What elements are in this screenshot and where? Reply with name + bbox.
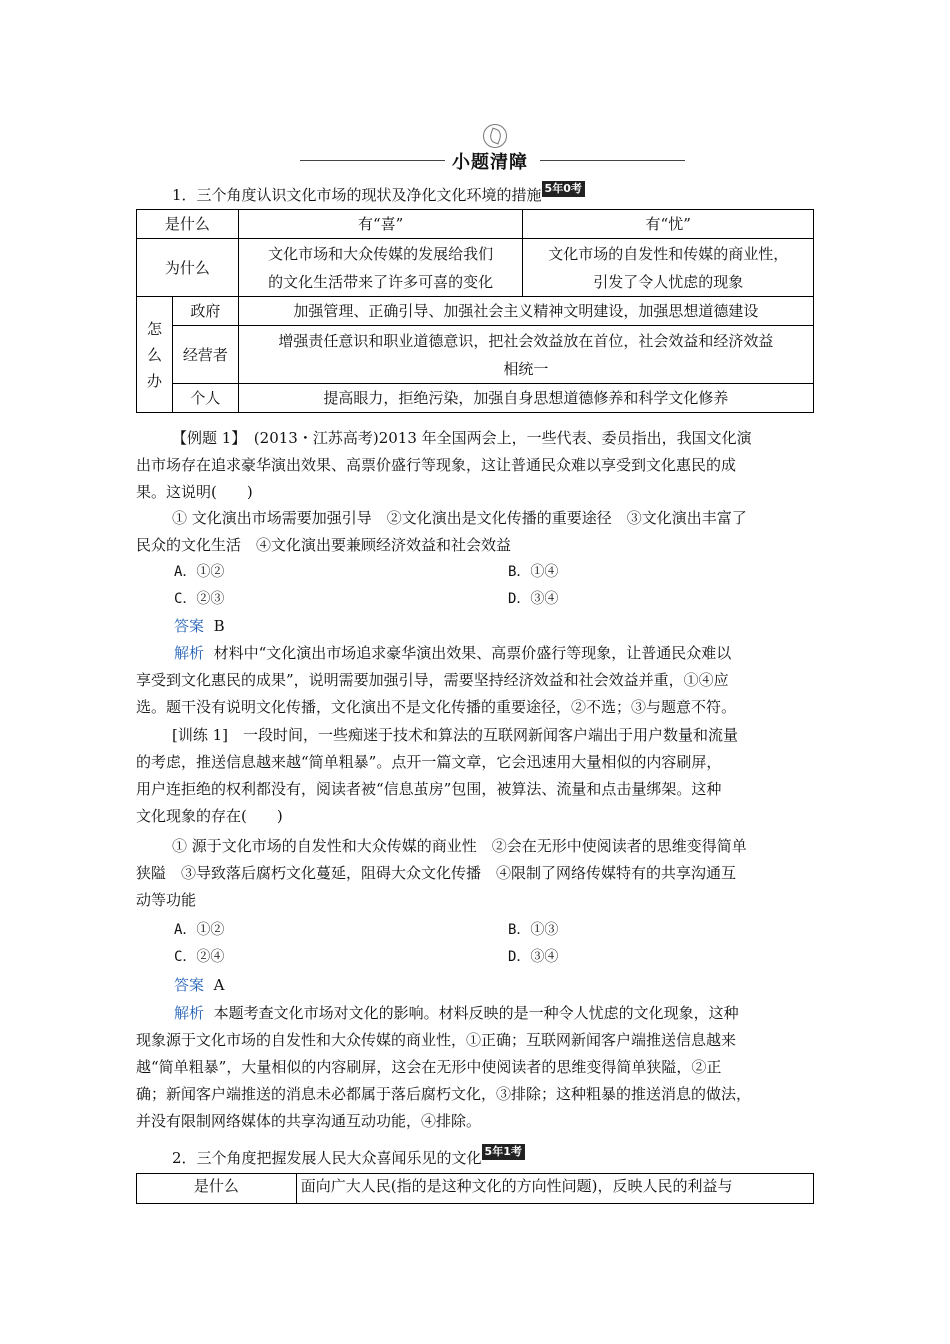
- cell-worry: 有“忧”: [523, 210, 814, 239]
- training1-option-a: A．①②: [174, 922, 225, 938]
- market-table: [136, 209, 814, 413]
- training1-line-3: 用户连拒绝的权利都没有，阅读者被“信息茧房”包围，被算法、流量和点击量绑架。这种: [136, 780, 722, 798]
- header-rule-left: [300, 160, 445, 161]
- leaf-icon: [483, 124, 507, 148]
- example1-option-c: C．②③: [174, 591, 225, 607]
- example1-line-1: 【例题 1】 (2013・江苏高考)2013 年全国两会上，一些代表、委员指出，我国文化演: [172, 429, 752, 447]
- example1-option-a: A．①②: [174, 564, 225, 580]
- cell-individual: 个人: [172, 384, 238, 413]
- item2-cell-what-text: 面向广大人民(指的是这种文化的方向性问题)，反映人民的利益与: [296, 1174, 813, 1204]
- cell-why: 为什么: [137, 239, 239, 297]
- culture-table: [136, 1173, 814, 1204]
- training1-answer-value: A: [213, 976, 225, 994]
- item1-heading-text: 1．三个角度认识文化市场的现状及净化文化环境的措施: [172, 186, 542, 204]
- training1-answer: [174, 975, 224, 995]
- example1-line-5: 民众的文化生活 ④文化演出要兼顾经济效益和社会效益: [136, 536, 512, 554]
- training1-line-1: [训练 1] 一段时间，一些痴迷于技术和算法的互联网新闻客户端出于用户数量和流量: [172, 726, 739, 744]
- how-char-3: 办: [146, 371, 162, 390]
- why-worry-line2: 引发了令人忧虑的现象: [593, 272, 744, 291]
- example1-line-2: 出市场存在追求豪华演出效果、高票价盛行等现象，这让普通民众难以享受到文化惠民的成: [136, 456, 737, 474]
- why-worry-line1: 文化市场的自发性和传媒的商业性，: [548, 244, 789, 263]
- section-title: 小题清障: [452, 152, 528, 173]
- example1-analysis-2: 享受到文化惠民的成果”，说明需要加强引导，需要坚持经济效益和社会效益并重，①④应: [136, 671, 729, 689]
- training1-analysis-5: 并没有限制网络媒体的共享沟通互动功能，④排除。: [136, 1112, 482, 1130]
- cell-why-worry: [523, 239, 814, 297]
- training1-line-6: 狭隘 ③导致落后腐朽文化蔓延，阻碍大众文化传播 ④限制了网络传媒特有的共享沟通互: [136, 864, 737, 882]
- cell-government: 政府: [172, 297, 238, 326]
- example1-answer-label: 答案: [174, 617, 205, 635]
- example1-analysis-3: 选。题干没有说明文化传播，文化演出不是文化传播的重要途径，②不选；③与题意不符。: [136, 698, 737, 716]
- example1-answer-value: B: [213, 617, 225, 635]
- training1-analysis-1: [174, 1003, 739, 1023]
- cell-government-text: 加强管理、正确引导、加强社会主义精神文明建设，加强思想道德建设: [238, 297, 813, 326]
- cell-what: 是什么: [137, 210, 239, 239]
- cell-why-joy: [238, 239, 523, 297]
- example1-line-3: 果。这说明( ): [136, 483, 253, 501]
- operator-line2: 相统一: [503, 359, 549, 378]
- training1-analysis-2: 现象源于文化市场的自发性和大众传媒的商业性，①正确；互联网新闻客户端推送信息越来: [136, 1031, 737, 1049]
- training1-line-5: ① 源于文化市场的自发性和大众传媒的商业性 ②会在无形中使阅读者的思维变得简单: [172, 837, 747, 855]
- training1-option-b: B．①③: [508, 922, 559, 938]
- example1-analysis-label: 解析: [174, 644, 205, 662]
- example1-analysis-1: [174, 643, 731, 663]
- example1-line-4: ① 文化演出市场需要加强引导 ②文化演出是文化传播的重要途径 ③文化演出丰富了: [172, 509, 747, 527]
- example1-answer: [174, 616, 225, 636]
- training1-line-7: 动等功能: [136, 891, 197, 909]
- item2-heading-text: 2．三个角度把握发展人民大众喜闻乐见的文化: [172, 1149, 482, 1167]
- item2-cell-what: 是什么: [137, 1174, 297, 1204]
- training1-analysis-4: 确；新闻客户端推送的消息未必都属于落后腐朽文化，③排除；这种粗暴的推送消息的做法，: [136, 1085, 752, 1103]
- training1-analysis-3: 越“简单粗暴”，大量相似的内容刷屏，这会在无形中使阅读者的思维变得简单狭隘，②正: [136, 1058, 722, 1076]
- cell-how: [137, 297, 173, 413]
- example1-option-d: D．③④: [508, 591, 559, 607]
- training1-answer-label: 答案: [174, 976, 205, 994]
- training1-analysis-text-1: 本题考查文化市场对文化的影响。材料反映的是一种令人忧虑的文化现象，这种: [213, 1004, 739, 1022]
- training1-analysis-label: 解析: [174, 1004, 205, 1022]
- example1-option-b: B．①④: [508, 564, 559, 580]
- item1-badge: 5年0考: [542, 181, 585, 197]
- cell-operator-text: [238, 326, 813, 384]
- example1-analysis-text-1: 材料中“文化演出市场追求豪华演出效果、高票价盛行等现象，让普通民众难以: [213, 644, 732, 662]
- why-joy-line2: 的文化生活带来了许多可喜的变化: [268, 272, 494, 291]
- operator-line1: 增强责任意识和职业道德意识，把社会效益放在首位，社会效益和经济效益: [278, 331, 774, 350]
- training1-option-d: D．③④: [508, 949, 559, 965]
- item2-badge: 5年1考: [482, 1144, 525, 1160]
- how-char-1: 怎: [146, 319, 162, 338]
- item2-heading: [172, 1145, 525, 1168]
- training1-line-4: 文化现象的存在( ): [136, 807, 283, 825]
- item1-heading: [172, 182, 585, 205]
- training1-option-c: C．②④: [174, 949, 225, 965]
- why-joy-line1: 文化市场和大众传媒的发展给我们: [268, 244, 494, 263]
- cell-individual-text: 提高眼力，拒绝污染，加强自身思想道德修养和科学文化修养: [238, 384, 813, 413]
- cell-joy: 有“喜”: [238, 210, 523, 239]
- cell-operator: 经营者: [172, 326, 238, 384]
- how-char-2: 么: [146, 345, 162, 364]
- training1-line-2: 的考虑，推送信息越来越“简单粗暴”。点开一篇文章，它会迅速用大量相似的内容刷屏，: [136, 753, 722, 771]
- header-rule-right: [540, 160, 685, 161]
